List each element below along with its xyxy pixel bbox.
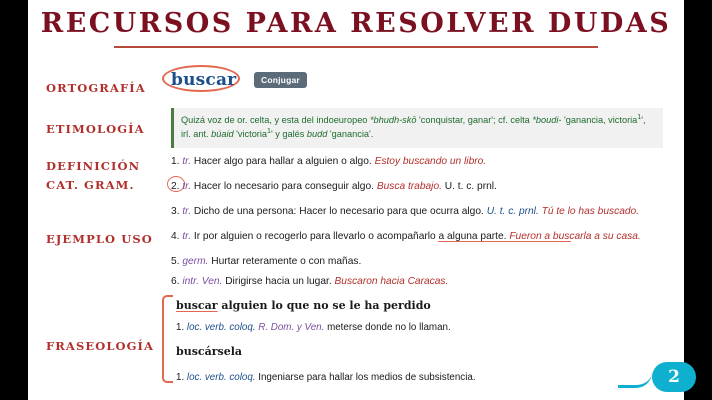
sense-item <box>171 205 671 218</box>
sense-grammar: tr. <box>182 206 192 217</box>
etymology-text-4: ', irl. ant. <box>181 115 646 140</box>
etymology-text-1: Quizá voz de or. celta, y esta del indoeuropeo <box>181 115 370 126</box>
sense-grammar: germ. <box>182 256 209 267</box>
sense-link[interactable]: U. t. c. prnl. <box>486 206 539 217</box>
etymology-text-5: 'victoria <box>233 129 268 140</box>
phraseology-text: Ingeniarse para hallar los medios de subsistencia. <box>258 372 476 383</box>
slide-page <box>28 0 684 400</box>
sense-example: Busca trabajo. <box>376 181 442 192</box>
page-title: RECURSOS PARA RESOLVER DUDAS <box>40 8 672 39</box>
phraseology-headword <box>176 345 242 358</box>
sense-example: Tú te lo has buscado. <box>541 206 640 217</box>
headword-block <box>171 70 300 90</box>
etymology-term-3: búaid <box>211 129 234 140</box>
sense-text: Hurtar reteramente o con mañas. <box>211 256 362 267</box>
sense-text: Hacer lo necesario para conseguir algo. <box>193 181 374 192</box>
sense-text: Dicho de una persona: Hacer lo necesario para que ocurra algo. <box>193 206 484 217</box>
sense-number: 6. <box>171 276 180 287</box>
sense-tail: U. t. c. prnl. <box>444 181 497 192</box>
sense-text: Hacer algo para hallar a alguien o algo. <box>193 156 372 167</box>
label-definicion: DEFINICIÓN <box>46 159 141 173</box>
sense-number: 3. <box>171 206 180 217</box>
sense-grammar: tr. <box>182 156 192 167</box>
etymology-text-7: 'ganancia'. <box>327 129 374 140</box>
sense-text: Dirigirse hacia un lugar. <box>225 276 332 287</box>
etymology-term-2: *boudi- <box>532 115 562 126</box>
etymology-sup-2: 1 <box>267 128 271 136</box>
sense-number: 2. <box>171 181 180 192</box>
headword: buscar <box>171 70 237 90</box>
channel-badge: 2 <box>652 362 696 392</box>
etymology-sup-1: 1 <box>637 114 642 121</box>
phraseology-highlight-bracket <box>162 295 173 383</box>
sense-example: Buscaron hacia Caracas. <box>334 276 449 287</box>
phraseology-number: 1. <box>176 322 185 333</box>
label-ortografia: ORTOGRAFÍA <box>46 81 146 95</box>
phraseology-grammar: loc. verb. coloq. <box>186 372 256 383</box>
phraseology-text: meterse donde no lo llaman. <box>327 322 451 333</box>
conjugar-button[interactable]: Conjugar <box>254 72 307 88</box>
sense-item <box>171 275 671 288</box>
phraseology-headword-underlined: buscar <box>176 299 218 312</box>
etymology-box <box>171 108 663 148</box>
sense-example: Fueron a buscarla a su casa. <box>509 231 641 242</box>
phraseology-sense <box>176 372 656 385</box>
sense-item <box>171 230 671 243</box>
sense-grammar: tr. <box>182 181 192 192</box>
phraseology-headword-rest: buscársela <box>176 345 242 358</box>
sense-number: 4. <box>171 231 180 242</box>
phraseology-number: 1. <box>176 372 185 383</box>
sense-text: Ir por alguien o recogerlo para llevarlo o acompañarlo a alguna parte. <box>193 231 507 242</box>
label-cat-gram: CAT. GRAM. <box>46 178 135 192</box>
sense-grammar: tr. <box>182 231 192 242</box>
sense-item <box>171 255 671 268</box>
sense-grammar: intr. Ven. <box>182 276 223 287</box>
sense-example: Estoy buscando un libro. <box>374 156 487 167</box>
sense-number: 1. <box>171 156 180 167</box>
title-divider <box>114 46 598 48</box>
phraseology-geo: R. Dom. y Ven. <box>258 322 325 333</box>
phraseology-headword-rest: alguien lo que no se le ha perdido <box>217 299 431 312</box>
label-ejemplo-uso: EJEMPLO USO <box>46 232 153 246</box>
label-etimologia: ETIMOLOGÍA <box>46 122 145 136</box>
phraseology-sense <box>176 322 656 335</box>
phraseology-grammar: loc. verb. coloq. <box>186 322 256 333</box>
sense-item <box>171 155 671 168</box>
etymology-text-6: ' y galés <box>270 129 307 140</box>
sense-number: 5. <box>171 256 180 267</box>
etymology-text-2: 'conquistar, ganar'; cf. celta <box>416 115 533 126</box>
phraseology-headword <box>176 299 431 312</box>
etymology-text-3: 'ganancia, victoria <box>561 115 638 126</box>
etymology-term-1: *bhudh-skō <box>369 115 417 126</box>
label-fraseologia: FRASEOLOGÍA <box>46 339 155 353</box>
sense-item <box>171 180 671 193</box>
etymology-term-4: budd <box>306 129 328 140</box>
letterbox-right <box>684 0 712 400</box>
letterbox-left <box>0 0 28 400</box>
